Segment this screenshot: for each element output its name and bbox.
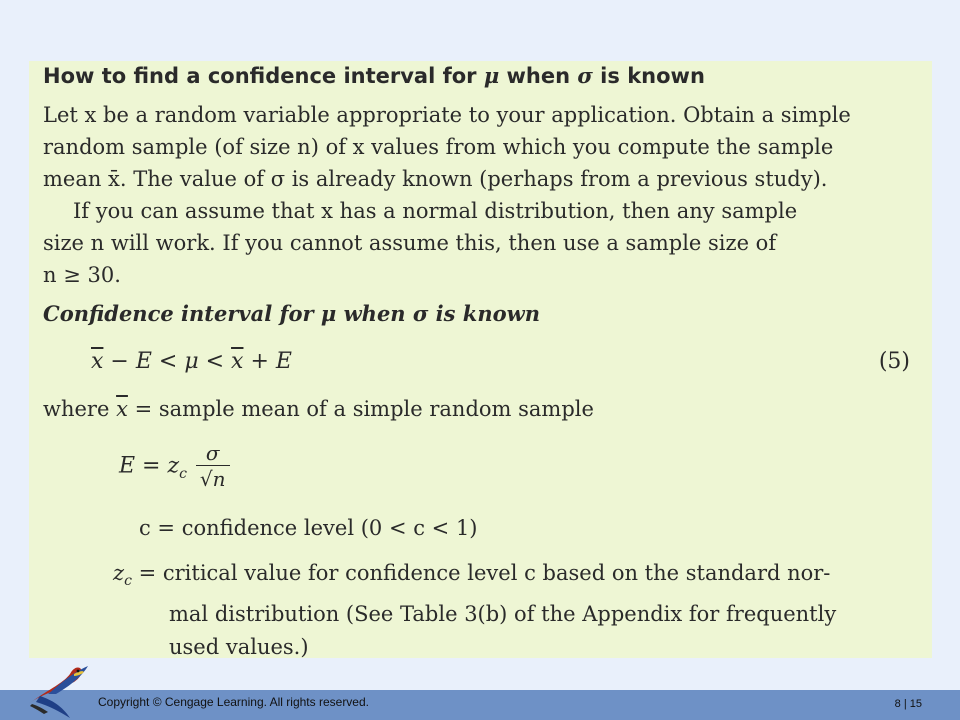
formula-part: + E — [243, 349, 292, 374]
margin-of-error-definition — [119, 441, 230, 492]
definition-box — [29, 61, 932, 658]
heading-text-2: when — [499, 64, 578, 88]
paragraph-1 — [43, 99, 923, 195]
heading-sigma: σ — [577, 63, 593, 88]
interval-subheading: Confidence interval for μ when σ is known — [43, 301, 540, 326]
page-number: 8 | 15 — [894, 698, 922, 710]
equation-number: (5) — [878, 349, 910, 374]
paragraph-2-line: n ≥ 30. — [43, 263, 121, 287]
xbar-symbol: $\overline{x}$ — [91, 349, 104, 374]
paragraph-1-line: random sample (of size n) of x values from which you compute the sample — [43, 135, 834, 159]
paragraph-1-line: Let x be a random variable appropriate to your application. Obtain a simple — [43, 103, 851, 127]
where-word: where — [43, 397, 117, 421]
critical-value-definition — [113, 557, 836, 664]
paragraph-2 — [43, 195, 923, 291]
xbar-symbol: $\overline{x}$ — [231, 349, 244, 374]
fraction-numerator: σ — [205, 441, 220, 465]
where-text: = sample mean of a simple random sample — [127, 397, 594, 421]
confidence-interval-formula — [91, 349, 292, 374]
copyright-text: Copyright © Cengage Learning. All rights reserved. — [98, 695, 369, 709]
xbar-symbol: $\overline{x}$ — [116, 397, 128, 421]
heading-text-1: How to find a confidence interval for — [43, 64, 484, 88]
paragraph-1-line: mean x̄. The value of σ is already known (perhaps from a previous study). — [43, 167, 828, 191]
zc-symbol: z — [113, 561, 125, 585]
paragraph-2-line: size n will work. If you cannot assume this, then use a sample size of — [43, 231, 777, 255]
zc-line-3: used values.) — [169, 635, 309, 660]
zc-line-1: = critical value for confidence level c based on the standard nor- — [131, 561, 831, 585]
where-line — [43, 397, 594, 421]
sigma-over-root-n — [196, 441, 230, 492]
box-heading — [43, 63, 705, 88]
confidence-level-definition: c = confidence level (0 < c < 1) — [139, 516, 478, 540]
zc-subscript: c — [124, 573, 132, 590]
formula-part: − E < μ < — [103, 349, 232, 374]
macaw-logo-icon — [18, 660, 98, 720]
zc-line-2: mal distribution (See Table 3(b) of the Appendix for frequently — [169, 602, 837, 627]
E-subscript: c — [179, 465, 187, 482]
heading-text-3: is known — [592, 64, 705, 88]
heading-mu: μ — [483, 63, 500, 88]
fraction-denominator: √n — [196, 465, 230, 492]
paragraph-2-line: If you can assume that x has a normal distribution, then any sample — [73, 199, 798, 223]
E-lhs: E = z — [119, 453, 180, 479]
